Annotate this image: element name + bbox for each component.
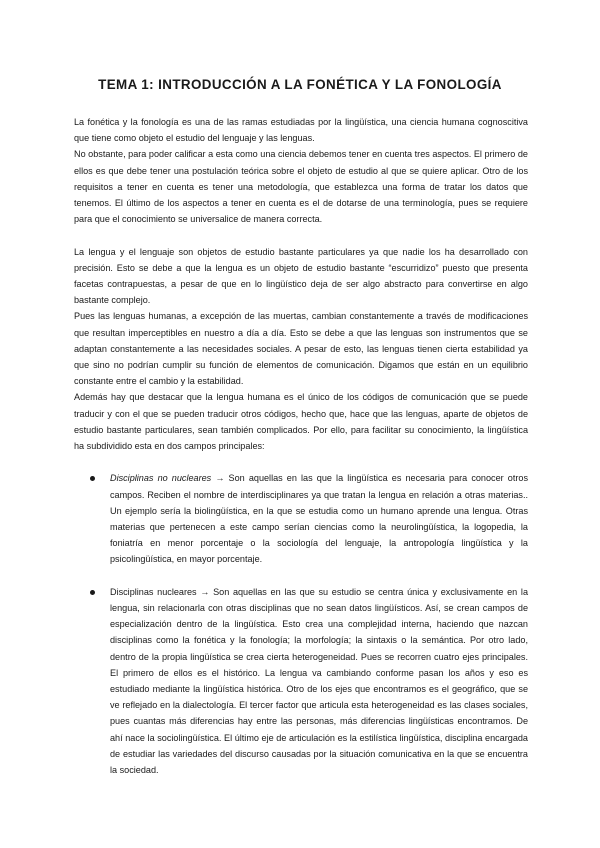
bullet-icon xyxy=(90,476,95,481)
paragraph: La lengua y el lenguaje son objetos de estudio bastante particulares ya que nadie los ha desarrollado con precisión. Esto se debe a que la lengua es un objeto de estudio bastante “escurridizo” puesto que presenta facetas contrapuestas, a pesar de que en lo lingüístico deja de ser algo abstracto para convertirse en algo bastante complejo. xyxy=(74,246,528,306)
list-item xyxy=(74,470,528,567)
document-body xyxy=(74,114,528,778)
list-spacer xyxy=(74,568,528,584)
page-title: TEMA 1: INTRODUCCIÓN A LA FONÉTICA Y LA FONOLOGÍA xyxy=(98,77,502,92)
bullet-icon xyxy=(90,590,95,595)
bullet-term: Disciplinas nucleares xyxy=(110,586,197,597)
bullet-text: → Son aquellas en las que su estudio se centra única y exclusivamente en la lengua, sin relacionarla con otras disciplinas que no sean datos lingüísticos. Así, se crean campos de especialización dentro de la lingüística. Esto crea una complejidad interna, haciendo que nazcan disciplinas como la fonética y la fonología; la morfología; la sintaxis o la semántica. Por otro lado, dentro de la propia lingüística se crea cierta heterogeneidad. Pues se recorren cuatro ejes principales. El primero de ellos es el histórico. La lengua va cambiando conforme pasan los años y eso es estudiado mediante la lingüística histórica. Otro de los ejes que encontramos es el geográfico, que se ve reflejado en la dialectología. El tercer factor que articula esta heterogeneidad es las clases sociales, pues cuantas más diferencias hay entre las personas, más diferencias lingüísticas encontramos. De ahí nace la sociolingüística. El último eje de articulación es la estilística lingüística, disciplina encargada de estudiar las variedades del discurso causadas por la situación comunicativa en la que se encuentra la sociedad. xyxy=(110,586,529,776)
paragraph-spacer xyxy=(74,227,528,243)
paragraph: No obstante, para poder calificar a esta como una ciencia debemos tener en cuenta tres aspectos. El primero de ellos es que debe tener una postulación teórica sobre el objeto de estudio al que se quiere aplicar. Otro de los requisitos a tener en cuenta es tener una metodología, que establezca una forma de tratar los datos que tenemos. El último de los aspectos a tener en cuenta es el de dotarse de una terminología, pues se requiere para que el conocimiento se universalice de manera correcta. xyxy=(74,149,528,225)
bullet-list xyxy=(74,470,528,778)
bullet-text: → Son aquellas en las que la lingüística es necesaria para conocer otros campos. Reciben el nombre de interdisciplinares ya que tratan la lengua en relación a otras materias.. Un ejemplo sería la biolingüística, en la que se estudia como un humano aprende una lengua. Otras materias que pertenecen a este campo serían ciencias como la neurolingüística, la logopedia, la foniatría en menor porcentaje o la sociología del lenguaje, la antropología lingüística y la psicolingüística, en mayor porcentaje. xyxy=(110,473,529,565)
paragraph-spacer xyxy=(74,454,528,470)
paragraph: La fonética y la fonología es una de las ramas estudiadas por la lingüística, una ciencia humana cognoscitiva que tiene como objeto el estudio del lenguaje y las lenguas. xyxy=(74,117,528,144)
list-item xyxy=(74,584,528,778)
paragraph: Además hay que destacar que la lengua humana es el único de los códigos de comunicación que se puede traducir y con el que se pueden traducir otros códigos, hecho que, hace que las lenguas, aparte de objetos de estudio bastante particulares, sean también complicados. Por ello, para facilitar su conocimiento, la lingüística ha subdividido esta en dos campos principales: xyxy=(74,392,528,452)
paragraph: Pues las lenguas humanas, a excepción de las muertas, cambian constantemente a través de modificaciones que resultan imperceptibles en nuestro a día a día. Esto se debe a que las lenguas son instrumentos que se adaptan constantemente a las necesidades sociales. A pesar de esto, las lenguas tienen cierta estabilidad ya que sino no podrían cumplir su función de elementos de comunicación. Digamos que están en un equilibrio constante entre el cambio y la estabilidad. xyxy=(74,311,528,387)
bullet-term: Disciplinas no nucleares xyxy=(110,473,212,484)
